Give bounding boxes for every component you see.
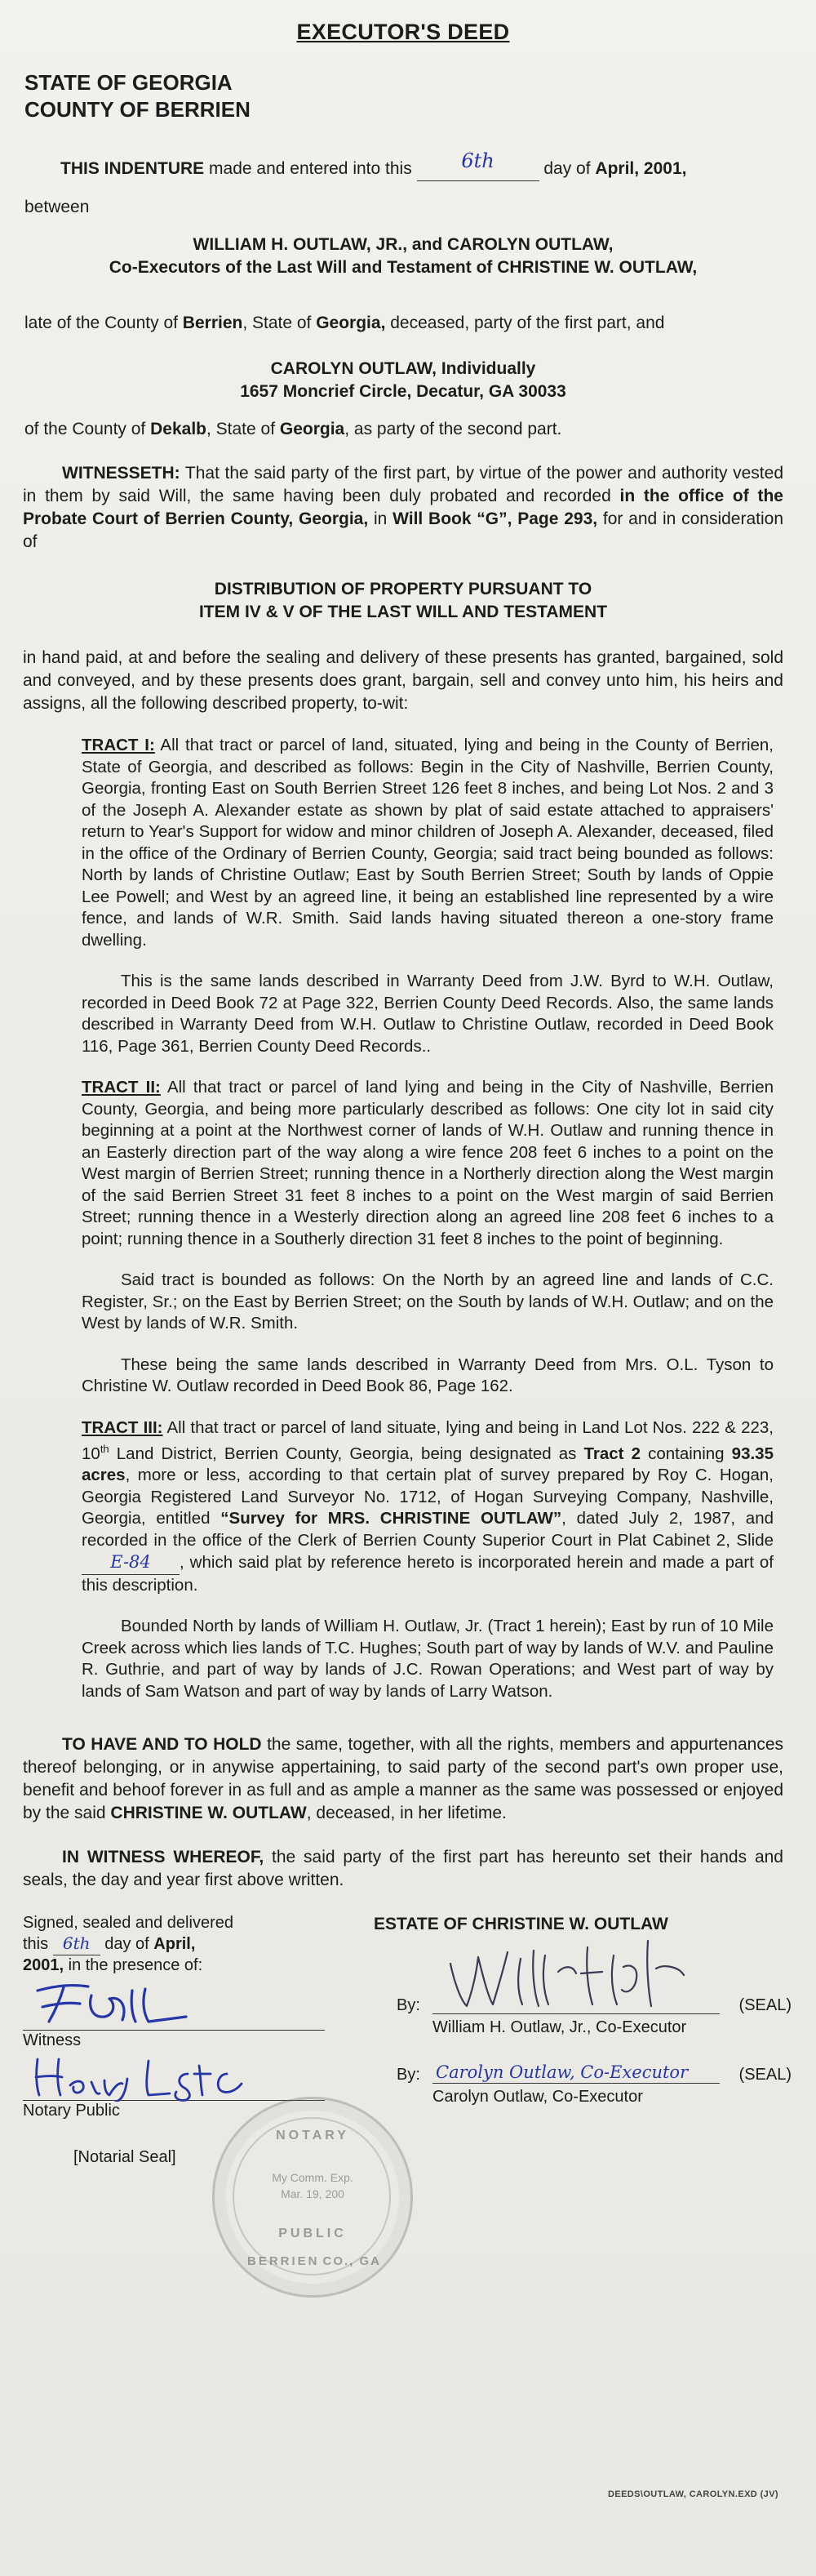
tract-2-text: All that tract or parcel of land lying and being in the City of Nashville, Berrien County, Georgia, and being more particularly described as follows: One city lot in said city beginning at a point at the Northwest corner of lands of W.H. Outlaw and running thence in an Easterly direction part of the way along a wire fence 208 feet 6 inches to a point on the West margin of Berrien Street; running thence in a Northerly direction along the West margin of the said Berrien Street 31 feet 8 inches to a point on the West margin of said Berrien Street; running thence in a Westerly direction along an agreed line 208 feet 6 inches to a point; running thence in a Southerly direction 31 feet 8 inches to the point of beginning. [82, 1078, 774, 1248]
tract-3-text3: containing [641, 1444, 732, 1463]
signature-section [23, 1913, 792, 2370]
signed-year-line [23, 1955, 349, 1976]
witnesseth-will-book: Will Book “G”, Page 293, [392, 509, 598, 528]
tract-1-description [82, 735, 774, 951]
party1-names: WILLIAM H. OUTLAW, JR., and CAROLYN OUTLAW, [193, 235, 614, 254]
executor-2-seal: (SEAL) [738, 2066, 792, 2084]
indenture-month-year: April, 2001, [595, 159, 687, 178]
executor-1-by: By: [397, 1996, 420, 2015]
notary-signature-line [23, 2053, 325, 2101]
notary-stamp-left: BERRIEN [247, 2254, 320, 2269]
party1-late-of: late of the County of [24, 314, 183, 332]
notary-stamp [212, 2097, 413, 2298]
witness-label: Witness [23, 2031, 82, 2050]
habendum-lead: TO HAVE AND TO HOLD [62, 1735, 262, 1755]
executor-2-by: By: [397, 2066, 420, 2084]
executor-1-seal: (SEAL) [738, 1996, 792, 2015]
party2-residence [23, 418, 783, 441]
venue-state: STATE OF GEORGIA [24, 70, 233, 95]
tract-3 [82, 1417, 774, 1703]
tract-1 [82, 735, 774, 1057]
tract-3-label: TRACT III: [82, 1417, 163, 1437]
signed-presence: in the presence of: [64, 1956, 203, 1975]
tract-2 [82, 1077, 774, 1398]
witnesseth-lead: WITNESSETH: [62, 464, 180, 483]
party1-role: Co-Executors of the Last Will and Testament of CHRISTINE W. OUTLAW, [109, 258, 698, 277]
party1-county: Berrien [182, 314, 243, 332]
indenture-lead: THIS INDENTURE [60, 159, 205, 178]
tract-2-label: TRACT II: [82, 1078, 161, 1097]
party2-address: 1657 Moncrief Circle, Decatur, GA 30033 [240, 382, 566, 401]
party2-state: Georgia [279, 420, 345, 438]
venue-block [23, 69, 783, 123]
notary-signature-icon [26, 2049, 295, 2102]
notary-stamp-date: Mar. 19, 200 [281, 2187, 344, 2201]
habendum-text1: the same, together, with all the rights, members and appurtenances thereof belonging, or in anywise appertaining, to said party of the second part's own proper use, benefit and behoof forever in as full and as ample a manner as the same was possessed or enjoyed by the said [23, 1735, 783, 1823]
notary-stamp-comm: My Comm. Exp. [272, 2171, 353, 2185]
party1-state: Georgia, [316, 314, 386, 332]
indenture-day-blank [417, 149, 539, 181]
party2-state-of: , State of [206, 420, 280, 438]
notary-stamp-bottom: PUBLIC [278, 2227, 347, 2241]
tract-3-bounds: Bounded North by lands of William H. Outlaw, Jr. (Tract 1 herein); East by run of 10 Mile Creek across which lies lands of T.C. Hughes; South part of way by lands of W.V. and Pauline R. Guthrie, and part of way by lands of J.C. Rowan Operations; and West part of way by lands of Sam Watson and part of way by lands of Larry Watson. [82, 1617, 774, 1701]
indenture-text1: made and entered into this [204, 159, 417, 178]
habendum-paragraph [23, 1733, 783, 1825]
indenture-line [23, 149, 783, 181]
indenture-text2: day of [539, 159, 596, 178]
tract-3-description [82, 1417, 774, 1597]
tract-2-bounds: Said tract is bounded as follows: On the North by an agreed line and lands of C.C. Register, Sr.; on the East by Berrien Street; on the South by lands of W.H. Outlaw; and on the West by lands of W.R. Smith. [82, 1270, 774, 1332]
executor-2-line-row [374, 2059, 798, 2085]
party2-tail: , as party of the second part. [344, 420, 562, 438]
signed-day-line [23, 1933, 349, 1955]
tract-1-text: All that tract or parcel of land, situated, lying and being in the County of Berrien, State of Georgia, and described as follows: Begin in the City of Nashville, Berrien County, Georgia, fronting East on South Berrien Street 126 feet 8 inches, and being Lot Nos. 2 and 3 of the Joseph A. Alexander estate as shown by plat of said estate attached to appraisers' return to Year's Support for widow and minor children of Joseph A. Alexander, deceased, filed in the office of the Ordinary of Berrien County, Georgia; said tract being bounded as follows: North by lands of Christine Outlaw; East by South Berrien Street; South by lands of Oppie Lee Powell; and West by an agreed line, it being an established line represented by a wire fence, and lands of W.R. Smith. Said lands having situated thereon a one-story frame dwelling. [82, 736, 774, 950]
signed-this: this [23, 1935, 53, 1954]
habendum-name: CHRISTINE W. OUTLAW [110, 1804, 307, 1823]
grant-clause: in hand paid, at and before the sealing and delivery of these presents has granted, bargained, sold and conveyed, and by these presents does grant, bargain, sell and convey unto him, his heirs and assigns, all the following described property, to-wit: [23, 648, 783, 713]
tract-3-sup: th [100, 1443, 109, 1455]
footer-file-code: DEEDS\OUTLAW, CAROLYN.EXD (JV) [607, 2489, 778, 2499]
notary-stamp-top: NOTARY [276, 2129, 349, 2143]
habendum-text2: , deceased, in her lifetime. [306, 1804, 507, 1823]
party1-tail: deceased, party of the first part, and [385, 314, 665, 332]
in-witness-paragraph [23, 1846, 783, 1892]
signed-year: 2001, [23, 1956, 64, 1975]
indenture-day-handwritten: 6th [461, 149, 494, 172]
party2-county: Dekalb [150, 420, 206, 438]
tract-3-tract-number: Tract 2 [583, 1444, 641, 1463]
witnesseth-probate-court: in the office of the Probate Court of Berrien County, Georgia, [23, 487, 783, 528]
executor-1-name: William H. Outlaw, Jr., Co-Executor [432, 2018, 687, 2037]
venue-county: COUNTY OF BERRIEN [24, 97, 251, 122]
witnesseth-text2: in [368, 509, 393, 528]
notarial-seal-label: [Notarial Seal] [73, 2148, 176, 2167]
tract-3-survey-title: “Survey for MRS. CHRISTINE OUTLAW” [220, 1509, 562, 1528]
executor-2-signature: Carolyn Outlaw, Co-Executor [436, 2062, 689, 2083]
signed-day-of: day of [100, 1935, 154, 1954]
tract-2-source: These being the same lands described in Warranty Deed from Mrs. O.L. Tyson to Christine W. Outlaw recorded in Deed Book 86, Page 162. [82, 1355, 774, 1395]
tract-3-text4: , more or less, according to that certain plat of survey prepared by Roy C. Hogan, Georgia Registered Land Surveyor No. 1712, of Hogan Surveying Company, Nashville, Georgia, entitled [82, 1466, 774, 1528]
tract-2-description [82, 1077, 774, 1250]
tract-3-text2: Land District, Berrien County, Georgia, being designated as [109, 1444, 584, 1463]
signed-day-blank [53, 1933, 100, 1955]
witnesseth-paragraph [23, 462, 783, 554]
witnesseth-text3: for and in consideration of [23, 509, 784, 551]
tract-3-text5: , dated July 2, 1987, and recorded in the office of the Clerk of Berrien County Superior Court in Plat Cabinet 2, Slide [82, 1509, 774, 1550]
tract-3-slide-blank [82, 1551, 180, 1575]
estate-heading: ESTATE OF CHRISTINE W. OUTLAW [374, 1915, 668, 1934]
party2-of-county: of the County of [24, 420, 151, 438]
document-title: EXECUTOR'S DEED [296, 20, 510, 44]
tract-3-slide-handwritten: E-84 [110, 1552, 151, 1573]
executor-2-name: Carolyn Outlaw, Co-Executor [432, 2088, 643, 2107]
witness-signature-line [23, 1979, 325, 2031]
signed-line: Signed, sealed and delivered [23, 1914, 233, 1933]
distribution-heading-1: DISTRIBUTION OF PROPERTY PURSUANT TO [214, 580, 592, 598]
tract-1-label: TRACT I: [82, 736, 155, 754]
executor-1-signature-icon [442, 1931, 703, 2013]
party1-residence [23, 312, 783, 335]
executor-1-signature-line [432, 2013, 720, 2014]
tract-3-text6: , which said plat by reference hereto is incorporated herein and made a part of this description. [82, 1553, 774, 1595]
party1-state-of: , State of [242, 314, 317, 332]
in-witness-text: the said party of the first part has hereunto set their hands and seals, the day and year first above written. [23, 1848, 783, 1890]
executor-block [374, 1913, 798, 2107]
executor-1-line-row [374, 1991, 798, 2016]
tract-3-acres: 93.35 acres [82, 1444, 774, 1485]
in-witness-lead: IN WITNESS WHEREOF, [62, 1848, 264, 1867]
distribution-heading-2: ITEM IV & V OF THE LAST WILL AND TESTAMENT [198, 603, 608, 621]
signed-month: April, [153, 1935, 196, 1954]
signed-day-handwritten: 6th [62, 1933, 91, 1954]
tract-1-source: This is the same lands described in Warranty Deed from J.W. Byrd to W.H. Outlaw, recorded in Deed Book 72 at Page 322, Berrien County Deed Records. Also, the same lands described in Warranty Deed from W.H. Outlaw to Christine Outlaw, recorded in Deed Book 116, Page 361, Berrien County Deed Records.. [82, 972, 774, 1056]
tract-3-text1: All that tract or parcel of land situate, lying and being in Land Lot Nos. 222 & 223, 10 [82, 1417, 774, 1463]
notary-stamp-right: CO., GA [322, 2254, 381, 2269]
party2-name: CAROLYN OUTLAW, Individually [270, 359, 536, 378]
witness-signature-icon [31, 1974, 227, 2028]
executor-2-signature-line [432, 2082, 720, 2084]
notary-label: Notary Public [23, 2102, 120, 2120]
between-text: between [24, 198, 90, 216]
witnesseth-text1: That the said party of the first part, by virtue of the power and authority vested in them by said Will, the same having been duly probated and recorded [23, 464, 783, 505]
